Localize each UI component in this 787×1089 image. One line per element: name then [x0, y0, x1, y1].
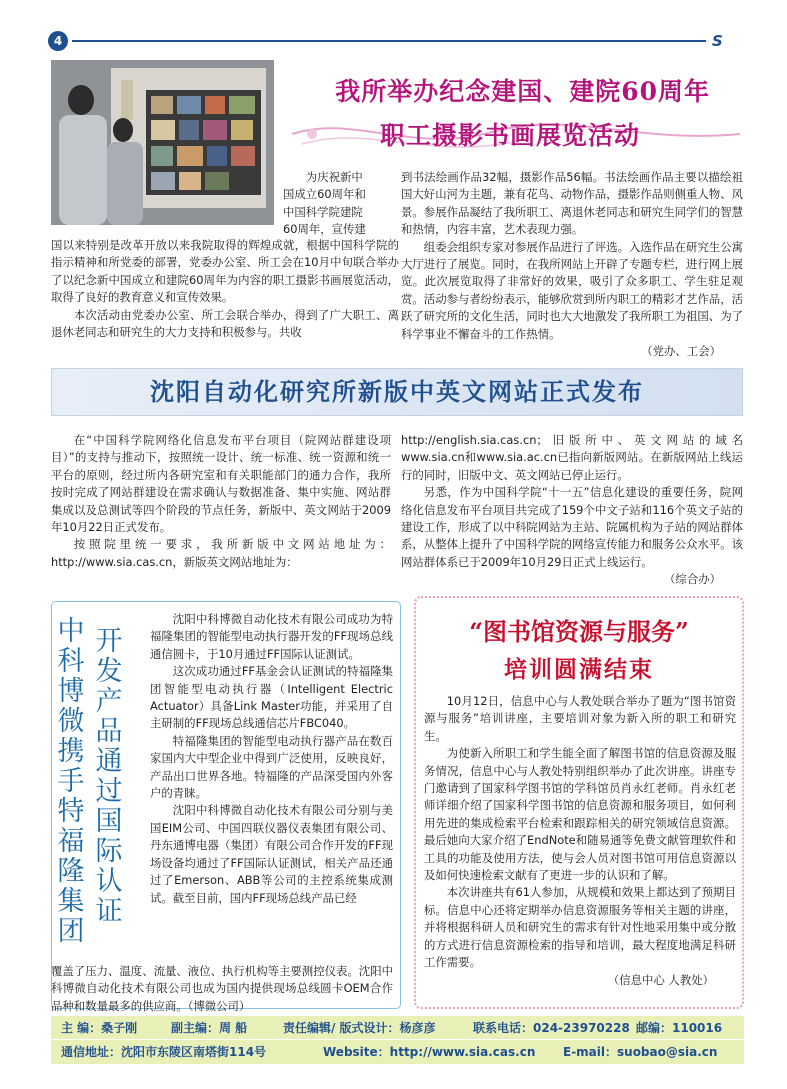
- article1-title-line2: 职工摄影书画展览活动: [379, 121, 640, 150]
- article2-signature: （综合办）: [664, 572, 721, 587]
- article4-paragraph: 为使新入所职工和学生能全面了解图书馆的信息资源及服务情况，信息中心与人教处特别组织举办了此次讲座。讲座专门邀请到了国家科学图书馆的学科馆员肖永红老师。肖永红老师详细介绍了国家科学图书馆的信息资源和服务项目，如何利用先进的集成检索平台检索和跟踪相关的研究领域信息资源。最后她向大家介绍了EndNote和随易通等免费文献管理软件和工具的功能及使用方法，使与会人员对图书馆可用信息资源以及如何快速检索文献有了更进一步的认识和了解。: [424, 746, 736, 883]
- masthead-footer: [51, 1016, 744, 1064]
- article1-paragraph: 到书法绘画作品32幅，摄影作品56幅。书法绘画作品主要以描绘祖国大好山河为主题，兼有花鸟、动物作品，摄影作品则侧重人物、风景。参展作品凝结了我所职工、离退休老同志和研究生同学们的智慧和热情，内容丰富，艺术表现力强。: [401, 170, 743, 237]
- article2-left-column: [51, 432, 391, 571]
- footer-postcode: 邮编：110016: [636, 1021, 723, 1035]
- footer-row-2: [51, 1040, 744, 1064]
- article2-paragraph: 另悉，作为中国科学院“十一五”信息化建设的重要任务，院网络化信息发布平台项目共完成了159个中文子站和116个英文子站的建设工作，形成了以中科院网站为主站、院属机构为子站的网站群体系，从整体上提升了中国科学院的网络宣传能力和服务公众水平。该网站群体系已于2009年10月29日正式上线运行。: [401, 485, 743, 569]
- footer-address: 通信地址：沈阳市东陵区南塔街114号: [61, 1045, 267, 1059]
- article1-paragraph: 组委会组织专家对参展作品进行了评选。入选作品在研究生公寓大厅进行了展览。同时，在我所网站上开辟了专题专栏，进行网上展览。此次展览取得了非常好的效果，吸引了众多职工、学生驻足观赏。活动参与者纷纷表示，能够欣赏到所内职工的精彩才艺作品，活跃了研究所的文化生活，同时也大大地激发了我所职工为祖国、为了科学事业不懈奋斗的工作热情。: [401, 239, 743, 341]
- exhibition-photo: [51, 60, 274, 225]
- article2-paragraph: 按照院里统一要求，我所新版中文网站地址为：http://www.sia.cas.cn，新版英文网站地址为：: [51, 537, 391, 569]
- footer-email-link[interactable]: E-mail：suobao@sia.cn: [563, 1045, 718, 1059]
- article2-paragraph: http://english.sia.cas.cn；旧版所中、英文网站的域名www.sia.cn和www.sia.ac.cn已指向新版网站。在新版网站上线运行的同时，旧版中文、英文网站已停止运行。: [401, 433, 743, 482]
- article1-lead-line: 中国科学院建院: [283, 204, 363, 219]
- footer-row-1: [51, 1016, 744, 1040]
- footer-editor: 主 编：桑子刚: [61, 1021, 138, 1035]
- article1-signature: （党办、工会）: [641, 344, 721, 359]
- article3-paragraph: 沈阳中科博微自动化技术有限公司分别与美国EIM公司、中国四联仪器仪表集团有限公司、丹东通博电器（集团）有限公司合作开发的FF现场设备均通过了FF国际认证测试，相关产品还通过了Emerson、ABB等公司的主控系统集成测试。截至目前，国内FF现场总线产品已经: [150, 803, 393, 905]
- article2-right-column: [401, 432, 743, 589]
- article1-lead-line: 为庆祝新中: [305, 170, 363, 184]
- article1-left-column: [51, 237, 399, 341]
- article3-vertical-title-1: 中科博微携手特福隆集团: [57, 616, 85, 947]
- article1-title-line1: 我所举办纪念建国、建院60周年: [335, 77, 710, 106]
- article4-signature: （信息中心 人教处）: [607, 972, 714, 987]
- article3-paragraph: 特福隆集团的智能型电动执行器产品在数百家国内大中型企业中得到广泛使用，反映良好，产品出口世界各地。特福隆的产品深受国内外客户的青睐。: [150, 733, 393, 801]
- footer-website-link[interactable]: Website：http://www.sia.cas.cn: [323, 1045, 536, 1059]
- article3-column: [150, 611, 393, 907]
- footer-deputy-editor: 副主编：周 船: [171, 1021, 248, 1035]
- article2-title-banner: [51, 368, 743, 416]
- article3-vertical-title-2: 开发产品通过国际认证: [95, 626, 123, 927]
- footer-design: 责任编辑/ 版式设计：杨彦彦: [283, 1021, 436, 1035]
- article1-lead: [283, 169, 399, 239]
- article1-lead-line: 国成立60周年和: [283, 187, 366, 202]
- page-number: 4: [48, 31, 68, 51]
- article1-paragraph: 国以来特别是改革开放以来我院取得的辉煌成就，根据中国科学院的指示精神和所党委的部署，党委办公室、所工会在10月中旬联合举办了以纪念新中国成立和建院60周年为内容的职工摄影书画展览活动，取得了良好的教育意义和宣传效果。: [51, 238, 399, 305]
- article2-title: 沈阳自动化研究所新版中英文网站正式发布: [150, 378, 644, 406]
- sia-logo-icon: S: [712, 32, 723, 50]
- article3-tail: [51, 963, 393, 1015]
- header-rule: [72, 40, 706, 42]
- article4-paragraph: 10月12日，信息中心与人教处联合举办了题为“图书馆资源与服务”培训讲座，主要培训对象为新入所的职工和研究生。: [424, 694, 736, 743]
- article4-title-line2: 培训圆满结束: [504, 656, 654, 683]
- article1-right-column: [401, 169, 743, 360]
- article1-paragraph: 本次活动由党委办公室、所工会联合举办，得到了广大职工、离退休老同志和研究生的大力支持和积极参与。共收: [51, 307, 399, 340]
- article4-column: [424, 693, 736, 989]
- article1-lead-line: 60周年，宣传建: [283, 222, 366, 237]
- article4-paragraph: 本次讲座共有61人参加，从规模和效果上都达到了预期目标。信息中心还将定期举办信息资源服务等相关主题的讲座，并将根据科研人员和研究生的需求有针对性地采用集中或分散的方式进行信息资源检索的指导和培训，最大程度地满足科研工作需要。: [424, 885, 736, 970]
- footer-phone: 联系电话：024-23970228: [473, 1021, 630, 1035]
- article1-title: [292, 66, 740, 160]
- article3-paragraph: 覆盖了压力、温度、流量、液位、执行机构等主要测控仪表。沈阳中科博微自动化技术有限公司也成为国内提供现场总线圆卡OEM合作品种和数量最多的供应商。（博微公司）: [51, 964, 393, 1013]
- article2-paragraph: 在“中国科学院网络化信息发布平台项目（院网站群建设项目）”的支持与推动下，按照统一设计、统一标准、统一资源和统一平台的原则，经过所内各研究室和有关职能部门的通力合作，我所按时完成了网站群建设在需求确认与数据准备、集中实施、网站群集成以及总测试等四个阶段的节点任务，新版中、英文网站于2009年10月22日正式发布。: [51, 433, 391, 535]
- article4-title-line1: “图书馆资源与服务”: [469, 617, 689, 646]
- article3-paragraph: 沈阳中科博微自动化技术有限公司成功为特福隆集团的智能型电动执行器开发的FF现场总线通信圆卡，于10月通过FF国际认证测试。: [150, 612, 393, 661]
- article3-paragraph: 这次成功通过FF基金会认证测试的特福隆集团智能型电动执行器（Intelligent Electric Actuator）具备Link Master功能，并采用了自主研制的FF现场总线通信芯片FBC040。: [150, 664, 393, 731]
